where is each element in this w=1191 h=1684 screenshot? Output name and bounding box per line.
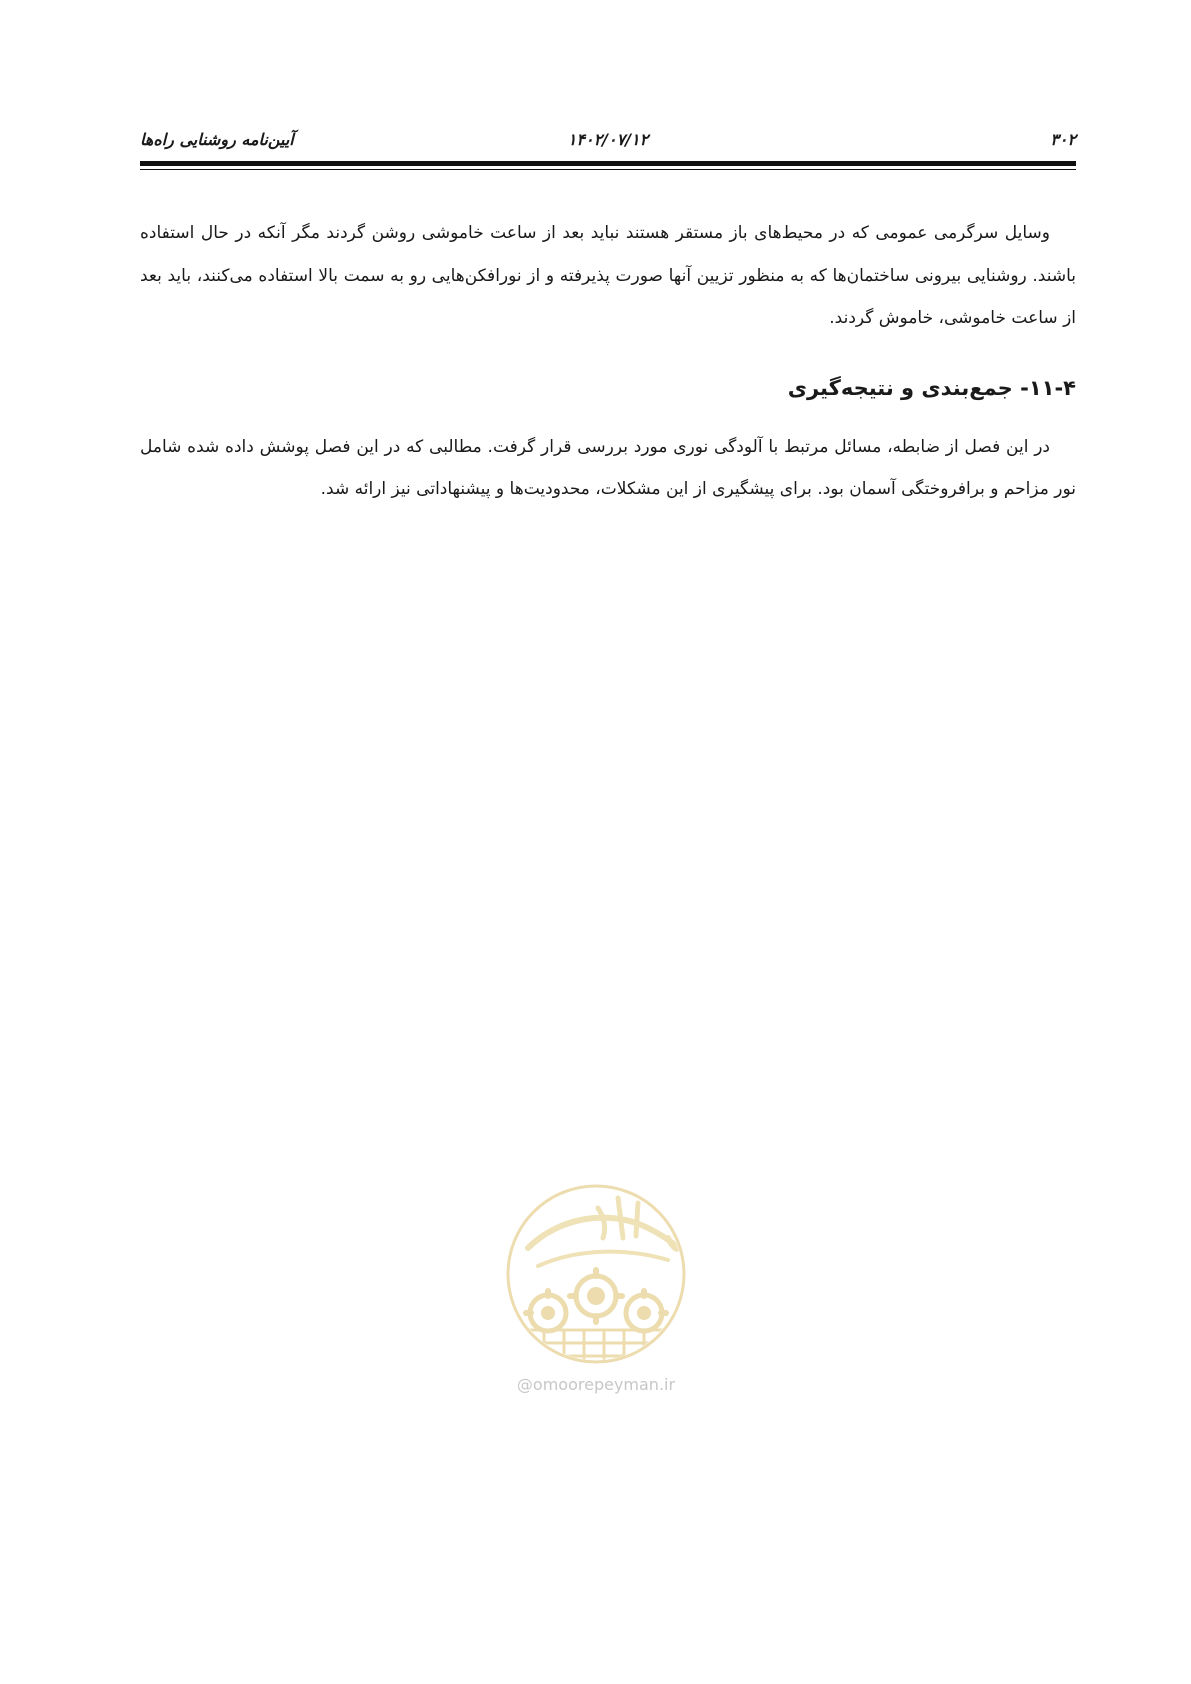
paragraph-lighting-shutdown: وسایل سرگرمی عمومی که در محیط‌های باز مستقر هستند نباید بعد از ساعت خاموشی روشن گردند مگر آنکه در حال استفاده باشند. روشنایی بیرونی ساختمان‌ها که به منظور تزیین آنها صورت پذیرفته و از نورافکن‌هایی رو به سمت بالا استفاده می‌کنند، باید بعد از ساعت خاموشی، خاموش گردند. [140, 223, 1076, 328]
header-document-title: آیین‌نامه روشنایی راه‌ها [140, 130, 294, 149]
at-icon: @ [516, 1375, 533, 1394]
section-heading: ۱۱-۴- جمع‌بندی و نتیجه‌گیری [787, 375, 1076, 400]
watermark-logo [498, 1178, 694, 1398]
watermark-url-text: omoorepeyman.ir [532, 1375, 676, 1394]
document-body [140, 212, 1076, 511]
header-rule-thin [140, 169, 1076, 170]
page-header [140, 128, 1076, 156]
header-rule-thick [140, 161, 1076, 166]
paragraph-chapter-summary: در این فصل از ضابطه، مسائل مرتبط با آلودگی نوری مورد بررسی قرار گرفت. مطالبی که در این فصل پوشش داده شده شامل نور مزاحم و برافروختگی آسمان بود. برای پیشگیری از این مشکلات، محدودیت‌ها و پیشنهاداتی نیز ارائه شد. [140, 436, 1076, 499]
watermark-url [498, 1375, 694, 1394]
page-number: ۳۰۲ [1050, 130, 1076, 149]
header-date: ۱۴۰۲/۰۷/۱۲ [567, 130, 649, 149]
